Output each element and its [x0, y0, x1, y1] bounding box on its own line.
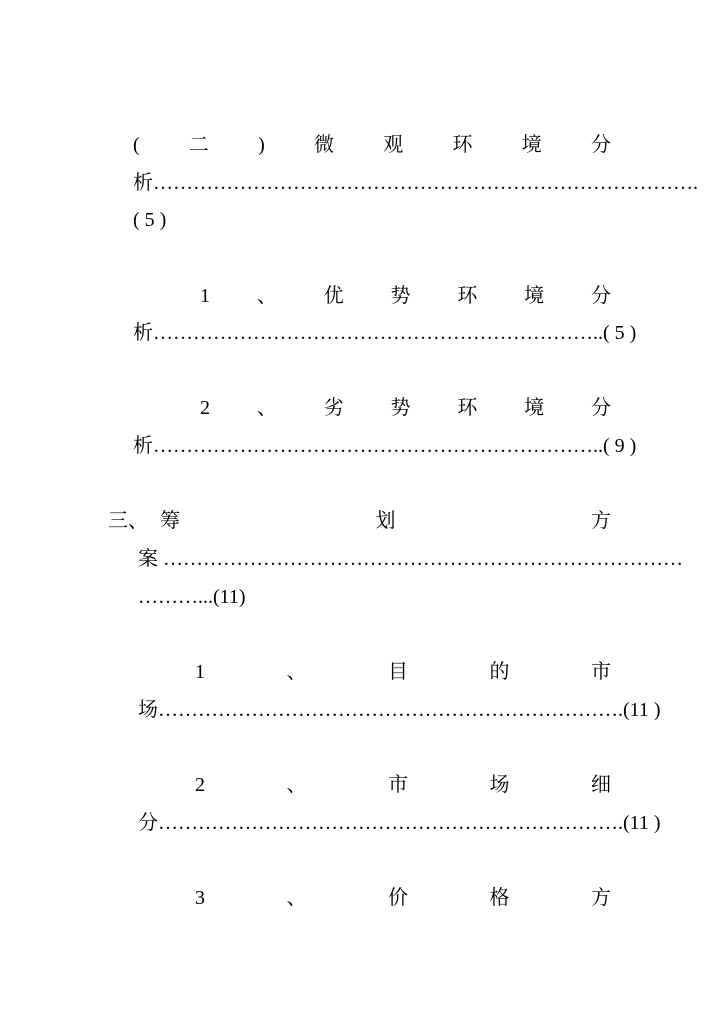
toc-entry-heading [195, 886, 611, 910]
heading-char: 、 [256, 397, 277, 419]
toc-entry-heading [133, 133, 611, 157]
heading-char: ( [133, 134, 140, 156]
toc-entry-heading [200, 396, 611, 420]
heading-char: 划 [375, 510, 396, 532]
toc-leader-line: 分…………………………………………………………….(11 ) [138, 812, 661, 834]
toc-page-number: ………...(11) [138, 586, 246, 608]
heading-char: 3 [195, 887, 205, 909]
heading-char: 环 [457, 397, 478, 419]
heading-char: 势 [390, 285, 411, 307]
heading-char: 观 [383, 134, 404, 156]
heading-char: 市 [388, 774, 408, 796]
heading-char: 、 [286, 887, 307, 909]
heading-char: 微 [314, 134, 335, 156]
heading-char: 细 [591, 774, 611, 796]
heading-char: 劣 [323, 397, 344, 419]
heading-char: 境 [524, 285, 545, 307]
heading-char: 优 [323, 285, 344, 307]
heading-char: 1 [195, 661, 205, 683]
heading-char: 、 [286, 774, 307, 796]
heading-char: 2 [200, 397, 210, 419]
toc-page-number: ( 5 ) [133, 209, 167, 231]
heading-char: 二 [188, 134, 209, 156]
toc-leader-line: 场…………………………………………………………….(11 ) [138, 699, 661, 721]
heading-char: 环 [452, 134, 473, 156]
heading-char: 格 [489, 887, 510, 909]
toc-entry-heading [195, 660, 611, 684]
toc-entry-heading [160, 509, 611, 533]
heading-char: 境 [524, 397, 545, 419]
toc-leader-line: 析………………………………………………………………………. [133, 172, 698, 194]
heading-char: 分 [590, 397, 611, 419]
heading-char: ) [258, 134, 265, 156]
toc-leader-line: 析…………………………………………………………..( 5 ) [133, 322, 637, 344]
heading-char: 、 [286, 661, 307, 683]
heading-char: 环 [457, 285, 478, 307]
heading-char: 的 [489, 661, 510, 683]
heading-char: 分 [590, 285, 611, 307]
heading-char: 目 [388, 661, 408, 683]
heading-char: 场 [489, 774, 510, 796]
toc-entry-heading [200, 284, 611, 308]
section-marker: 三、 [108, 510, 148, 532]
heading-char: 市 [591, 661, 611, 683]
heading-char: 分 [590, 134, 611, 156]
heading-char: 方 [591, 887, 611, 909]
heading-char: 价 [388, 887, 408, 909]
heading-char: 筹 [160, 510, 180, 532]
heading-char: 1 [200, 285, 210, 307]
heading-char: 势 [390, 397, 411, 419]
heading-char: 2 [195, 774, 205, 796]
heading-char: 方 [591, 510, 611, 532]
toc-leader-line: 析…………………………………………………………..( 9 ) [133, 435, 637, 457]
toc-entry-heading [195, 773, 611, 797]
heading-char: 境 [521, 134, 542, 156]
toc-leader-line: 案 …………………………………………………………………… [138, 548, 683, 570]
heading-char: 、 [256, 285, 277, 307]
